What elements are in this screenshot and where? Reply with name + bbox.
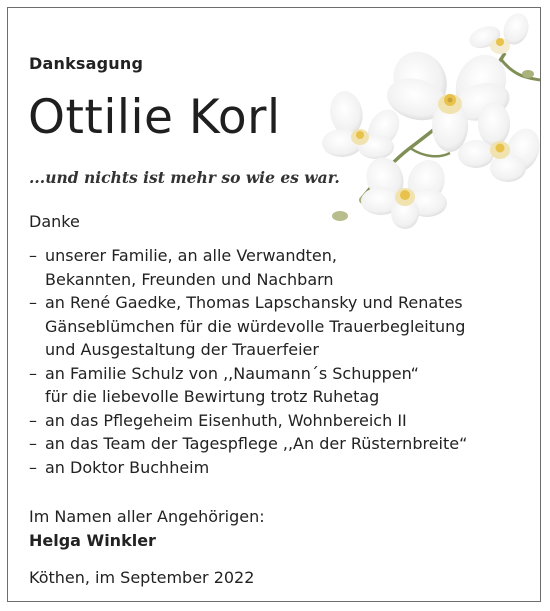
list-item-line: und Ausgestaltung der Trauerfeier bbox=[45, 340, 319, 359]
bullet-dash: – bbox=[29, 410, 37, 430]
list-item bbox=[29, 291, 467, 362]
bullet-dash: – bbox=[29, 363, 37, 383]
list-item-line: Bekannten, Freunden und Nachbarn bbox=[45, 269, 334, 289]
list-item-line: an das Pflegeheim Eisenhuth, Wohnbereich II bbox=[45, 410, 407, 430]
signer-name: Helga Winkler bbox=[29, 531, 156, 550]
orchid-icon bbox=[300, 8, 540, 238]
thanks-list bbox=[29, 244, 467, 479]
list-item-line: an René Gaedke, Thomas Lapschansky und Renates bbox=[45, 293, 463, 312]
list-item-line: unserer Familie, an alle Verwandten, bbox=[45, 246, 337, 265]
bullet-dash: – bbox=[29, 457, 37, 477]
list-item bbox=[29, 432, 467, 456]
list-item bbox=[29, 362, 467, 409]
list-item-line: an Familie Schulz von ,,Naumann´s Schuppen“ bbox=[45, 363, 419, 383]
bullet-dash: – bbox=[29, 246, 37, 265]
signoff-text: Im Namen aller Angehörigen: bbox=[29, 507, 265, 526]
list-item-line: an Doktor Buchheim bbox=[45, 457, 210, 477]
place-date: Köthen, im September 2022 bbox=[29, 568, 255, 587]
motto-text: ...und nichts ist mehr so wie es war. bbox=[29, 168, 340, 187]
obituary-card bbox=[7, 7, 541, 602]
bullet-dash: – bbox=[29, 434, 37, 453]
list-item-line: an das Team der Tagespflege ,,An der Rüsternbreite“ bbox=[45, 434, 468, 453]
list-item bbox=[29, 456, 467, 480]
deceased-name: Ottilie Korl bbox=[28, 90, 281, 145]
notice-heading: Danksagung bbox=[29, 54, 144, 73]
list-item bbox=[29, 244, 467, 291]
list-item bbox=[29, 409, 467, 433]
list-item-line: Gänseblümchen für die würdevolle Trauerbegleitung bbox=[45, 316, 466, 336]
thanks-label: Danke bbox=[29, 212, 80, 231]
bullet-dash: – bbox=[29, 293, 37, 312]
list-item-line: für die liebevolle Bewirtung trotz Ruhetag bbox=[45, 387, 380, 406]
